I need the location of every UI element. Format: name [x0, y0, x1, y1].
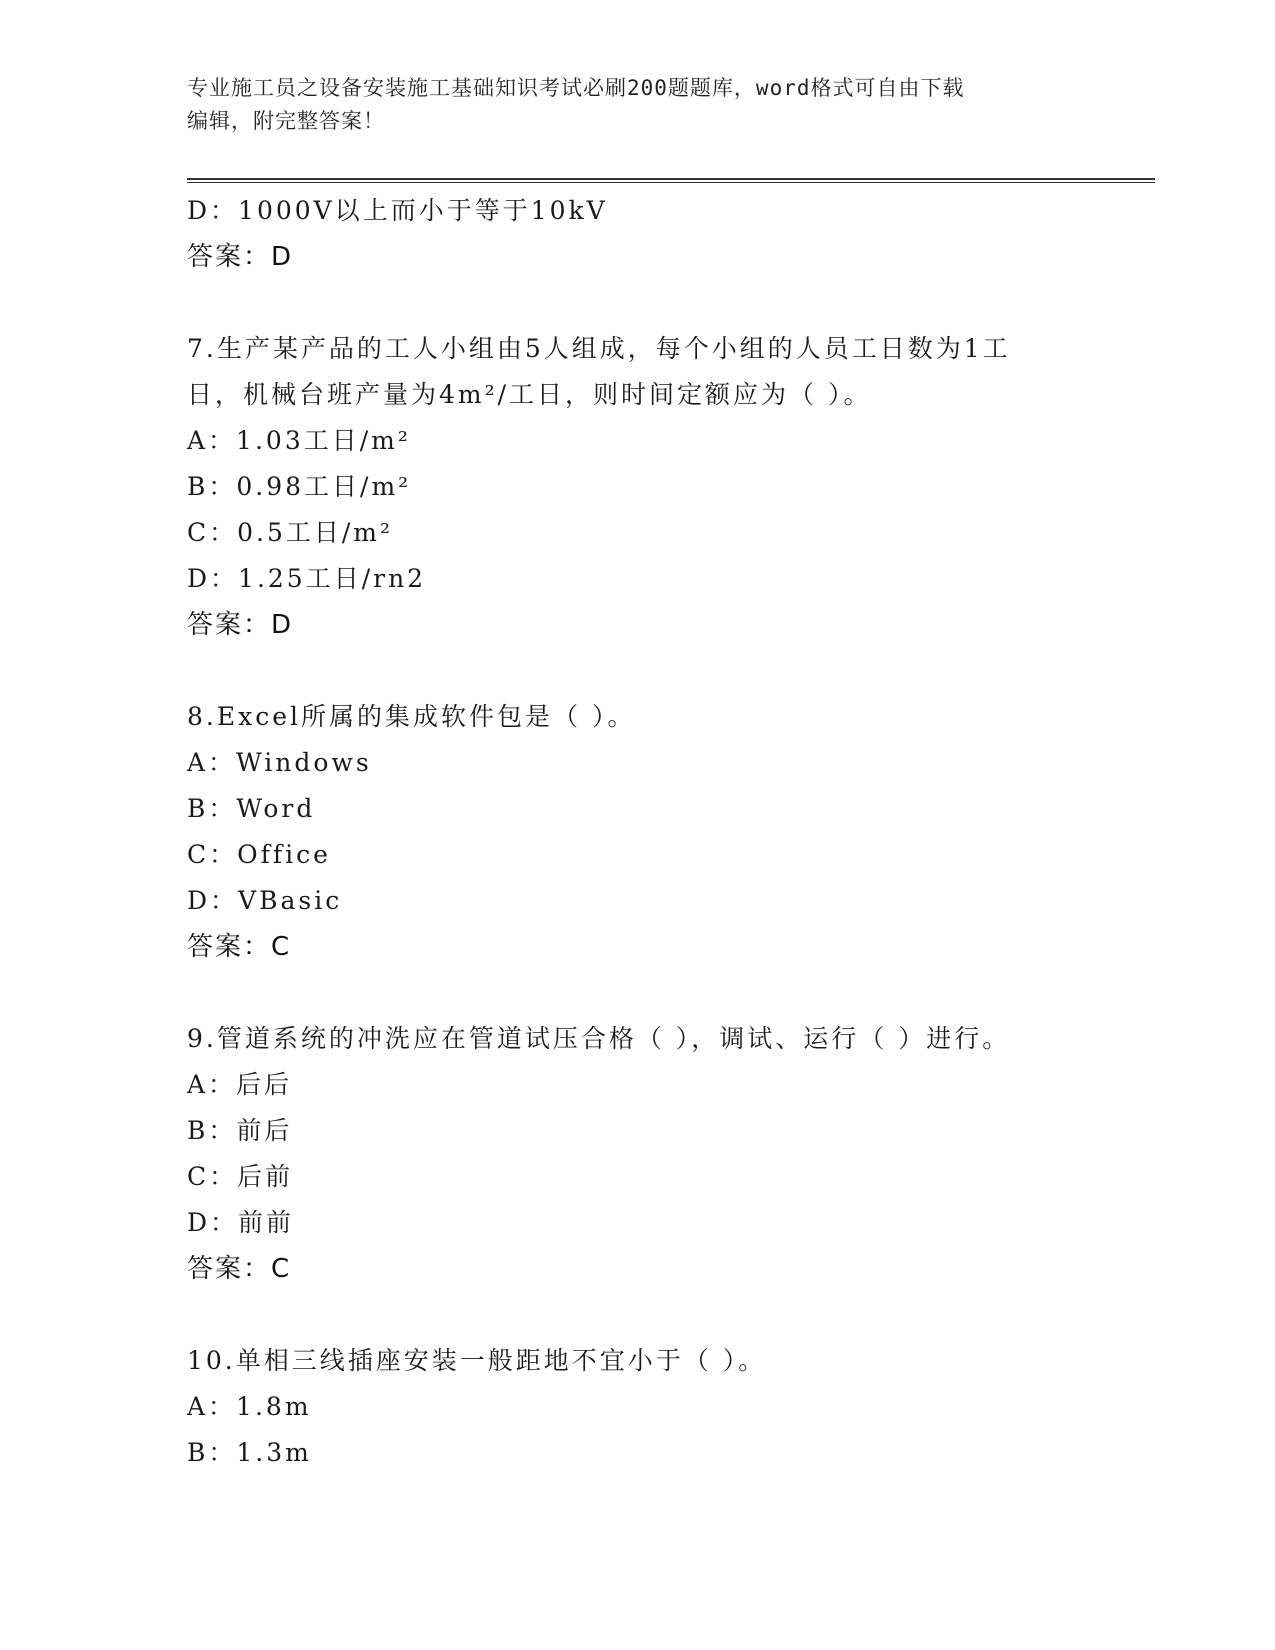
option-c: C：后前: [187, 1162, 294, 1191]
question-7: [187, 326, 1155, 648]
header-line-2: 编辑，附完整答案！: [187, 109, 385, 133]
option-c: C：Office: [187, 840, 331, 869]
spacer: [187, 280, 1155, 326]
spacer: [187, 970, 1155, 1016]
question-stem: 10.单相三线插座安装一般距地不宜小于（ ）。: [187, 1346, 767, 1375]
option-b: B：Word: [187, 794, 316, 823]
option-d: D：前前: [187, 1208, 295, 1237]
option-d-previous: D：1000V以上而小于等于10kV: [187, 196, 608, 225]
option-d: D：1.25工日/rn2: [187, 564, 427, 593]
option-a: A：后后: [187, 1070, 293, 1099]
answer-previous: 答案：D: [187, 242, 294, 272]
option-b: B：1.3m: [187, 1438, 312, 1467]
spacer: [187, 1292, 1155, 1338]
question-stem: 9.管道系统的冲洗应在管道试压合格（ ），调试、运行（ ）进行。: [187, 1024, 1011, 1053]
document-header: [187, 72, 1087, 138]
question-8: [187, 694, 1155, 970]
question-10: [187, 1338, 1155, 1476]
question-stem-continued: 日，机械台班产量为4m²/工日，则时间定额应为（ ）。: [187, 380, 872, 409]
option-b: B：前后: [187, 1116, 293, 1145]
answer: 答案：C: [187, 932, 292, 962]
question-content: [187, 188, 1155, 1476]
answer: 答案：C: [187, 1254, 292, 1284]
header-divider: [187, 178, 1155, 183]
spacer: [187, 648, 1155, 694]
option-b: B：0.98工日/m²: [187, 472, 412, 501]
option-c: C：0.5工日/m²: [187, 518, 394, 547]
question-stem: 8.Excel所属的集成软件包是（ ）。: [187, 702, 636, 731]
option-d: D：VBasic: [187, 886, 343, 915]
question-stem: 7.生产某产品的工人小组由5人组成，每个小组的人员工日数为1工: [187, 334, 1011, 363]
option-a: A：1.03工日/m²: [187, 426, 411, 455]
answer: 答案：D: [187, 610, 294, 640]
option-a: A：Windows: [187, 748, 372, 777]
header-line-1: 专业施工员之设备安装施工基础知识考试必刷200题题库，word格式可自由下载: [187, 76, 965, 100]
question-9: [187, 1016, 1155, 1292]
option-a: A：1.8m: [187, 1392, 312, 1421]
